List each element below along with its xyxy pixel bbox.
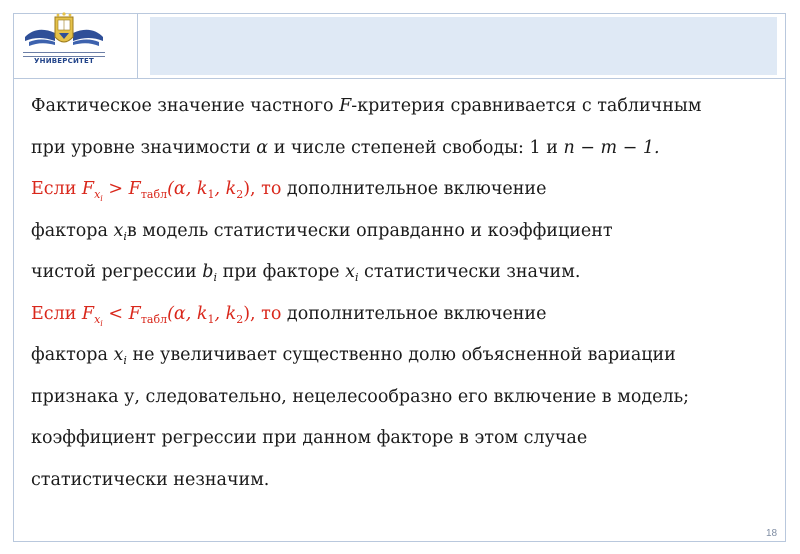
text: , то bbox=[250, 179, 282, 199]
math-sub-i: i bbox=[123, 229, 127, 243]
paragraph-2-line-2 bbox=[31, 252, 776, 294]
math-sub-i: i bbox=[354, 271, 359, 284]
math-sub-i: i bbox=[100, 318, 103, 328]
math-sub-tabl: табл bbox=[140, 312, 168, 326]
text: фактора bbox=[31, 345, 114, 365]
math-sub-2: 2 bbox=[236, 312, 244, 326]
condition-2-line bbox=[31, 294, 776, 336]
university-logo bbox=[21, 11, 129, 73]
paragraph-3-line-4: статистически незначим. bbox=[31, 469, 270, 490]
paragraph-3-line-2: признака у, следовательно, нецелесообразно его включение в модель; bbox=[31, 386, 690, 407]
math-close: ) bbox=[243, 303, 251, 324]
math-degrees-expression: n − m − 1. bbox=[563, 137, 660, 158]
text: чистой регрессии bbox=[31, 262, 203, 282]
text: фактора bbox=[31, 220, 114, 241]
text: в модель статистически оправданно и коэффициент bbox=[126, 220, 613, 241]
math-F-table: F bbox=[128, 179, 141, 199]
math-args: , k bbox=[214, 303, 237, 324]
math-sub-i: i bbox=[123, 354, 127, 367]
math-b: b bbox=[202, 262, 214, 282]
text: , то bbox=[250, 303, 282, 324]
math-F: F bbox=[81, 303, 95, 324]
math-sub-x: x bbox=[94, 312, 101, 326]
math-x: x bbox=[113, 345, 124, 365]
math-args: , k bbox=[214, 179, 237, 199]
math-args: (α, k bbox=[167, 303, 208, 324]
math-sub-x: x bbox=[94, 188, 101, 201]
text: и числе степеней свободы: 1 и bbox=[268, 137, 564, 158]
slide-title-band bbox=[150, 17, 777, 75]
text: дополнительное включение bbox=[281, 303, 547, 324]
logo-text: УНИВЕРСИТЕТ bbox=[34, 57, 94, 65]
math-F-table: F bbox=[128, 303, 141, 324]
paragraph-3-line-1 bbox=[31, 335, 776, 377]
header-divider bbox=[137, 13, 138, 79]
math-sub-tabl: табл bbox=[140, 188, 168, 201]
math-F: F bbox=[81, 179, 95, 199]
math-sub-2: 2 bbox=[236, 188, 244, 201]
paragraph-3-line-3: коэффициент регрессии при данном факторе в этом случае bbox=[31, 428, 588, 448]
condition-1-line bbox=[31, 169, 776, 211]
math-operator: < bbox=[102, 303, 129, 324]
math-args: (α, k bbox=[167, 179, 208, 199]
math-operator: > bbox=[102, 179, 129, 199]
math-x: x bbox=[345, 262, 355, 282]
math-alpha: α bbox=[256, 137, 269, 158]
math-x: x bbox=[113, 220, 124, 241]
paragraph-1-line-1 bbox=[31, 86, 776, 128]
math-sub-1: 1 bbox=[207, 188, 215, 201]
math-sub-i: i bbox=[100, 194, 103, 203]
math-close: ) bbox=[243, 179, 251, 199]
text: статистически значим. bbox=[358, 262, 581, 282]
text: Если bbox=[31, 303, 82, 324]
text: -критерия сравнивается с табличным bbox=[351, 96, 702, 116]
paragraph-1-line-2 bbox=[31, 128, 776, 170]
text: дополнительное включение bbox=[281, 179, 547, 199]
text: не увеличивает существенно долю объясненной вариации bbox=[126, 345, 676, 365]
math-sub-i: i bbox=[213, 271, 217, 284]
text: Если bbox=[31, 179, 82, 199]
university-crest-icon bbox=[21, 11, 107, 53]
math-sub-1: 1 bbox=[207, 312, 215, 326]
text: при факторе bbox=[217, 262, 346, 282]
math-F: F bbox=[339, 96, 352, 116]
page-number: 18 bbox=[766, 528, 778, 539]
text: при уровне значимости bbox=[31, 137, 257, 158]
text: Фактическое значение частного bbox=[31, 96, 340, 116]
paragraph-2-line-1 bbox=[31, 211, 776, 253]
slide-body bbox=[31, 86, 776, 501]
